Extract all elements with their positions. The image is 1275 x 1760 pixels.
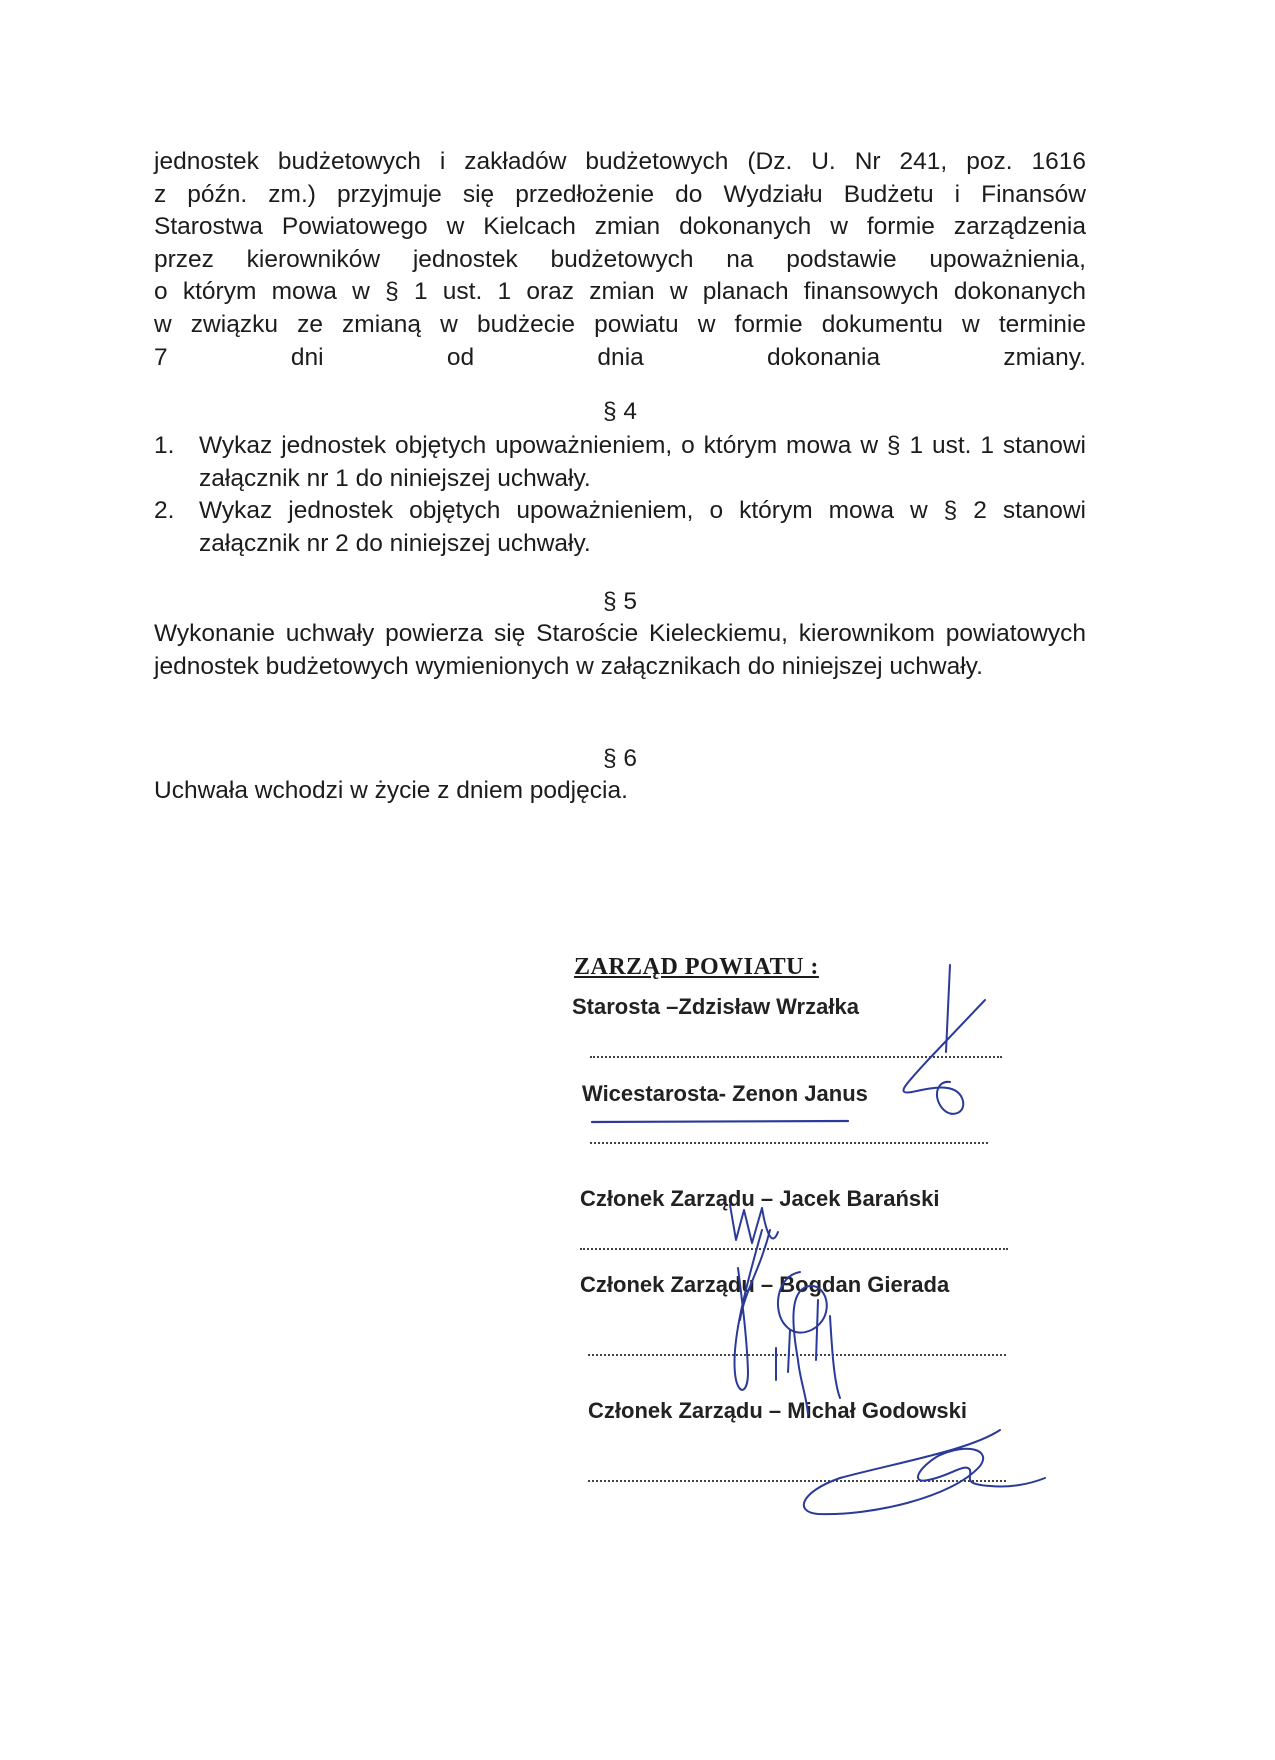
list-item xyxy=(154,430,1086,495)
signatory-member-gierada: Członek Zarządu – Bogdan Gierada xyxy=(580,1272,950,1297)
text-line: 7 dni od dnia dokonania zmiany. xyxy=(154,343,1086,371)
text-line: Starostwa Powiatowego w Kielcach zmian dokonanych w formie zarządzenia xyxy=(154,213,1086,241)
text-line: o którym mowa w § 1 ust. 1 oraz zmian w planach finansowych dokonanych xyxy=(154,278,1086,306)
section-4-list xyxy=(154,430,1086,560)
signatory-member-godowski: Członek Zarządu – Michał Godowski xyxy=(588,1398,967,1423)
list-item-number: 1. xyxy=(154,432,175,459)
signature-wrzalka xyxy=(903,965,985,1114)
list-item xyxy=(154,495,1086,560)
section-6-text: Uchwała wchodzi w życie z dniem podjęcia. xyxy=(154,777,628,804)
signature-line xyxy=(588,1476,1006,1482)
signature-line xyxy=(588,1350,1006,1356)
signatory-wicestarosta: Wicestarosta- Zenon Janus xyxy=(582,1081,868,1106)
section-5-text: Wykonanie uchwały powierza się Staroście Kieleckiemu, kierownikom powiatowych jednostek budżetowych wymienionych w załącznikach do niniejszej uchwały. xyxy=(154,620,1086,680)
paragraph-continuation xyxy=(154,146,1086,374)
signatory-starosta: Starosta –Zdzisław Wrzałka xyxy=(572,994,859,1019)
section-6-heading: § 6 xyxy=(602,745,638,772)
ink-underline xyxy=(592,1121,848,1122)
section-4-heading: § 4 xyxy=(602,398,638,425)
text-line: z późn. zm.) przyjmuje się przedłożenie do Wydziału Budżetu i Finansów xyxy=(154,180,1086,208)
signatory-member-baranski: Członek Zarządu – Jacek Barański xyxy=(580,1186,940,1211)
signature-godowski xyxy=(804,1430,1045,1514)
text-line: w związku ze zmianą w budżecie powiatu w formie dokumentu w terminie xyxy=(154,310,1086,338)
text-line: przez kierowników jednostek budżetowych na podstawie upoważnienia, xyxy=(154,245,1086,273)
signature-line xyxy=(580,1244,1008,1250)
section-5-heading: § 5 xyxy=(602,588,638,615)
list-item-text: Wykaz jednostek objętych upoważnieniem, o którym mowa w § 2 stanowi załącznik nr 2 do niniejszej uchwały. xyxy=(199,497,1086,557)
signature-line xyxy=(590,1138,988,1144)
text-line: jednostek budżetowych i zakładów budżetowych (Dz. U. Nr 241, poz. 1616 xyxy=(154,148,1086,175)
list-item-number: 2. xyxy=(154,497,175,525)
board-title: ZARZĄD POWIATU : xyxy=(574,954,819,980)
list-item-text: Wykaz jednostek objętych upoważnieniem, o którym mowa w § 1 ust. 1 stanowi załącznik nr 1 do niniejszej uchwały. xyxy=(199,432,1086,492)
signature-line xyxy=(590,1052,1002,1058)
